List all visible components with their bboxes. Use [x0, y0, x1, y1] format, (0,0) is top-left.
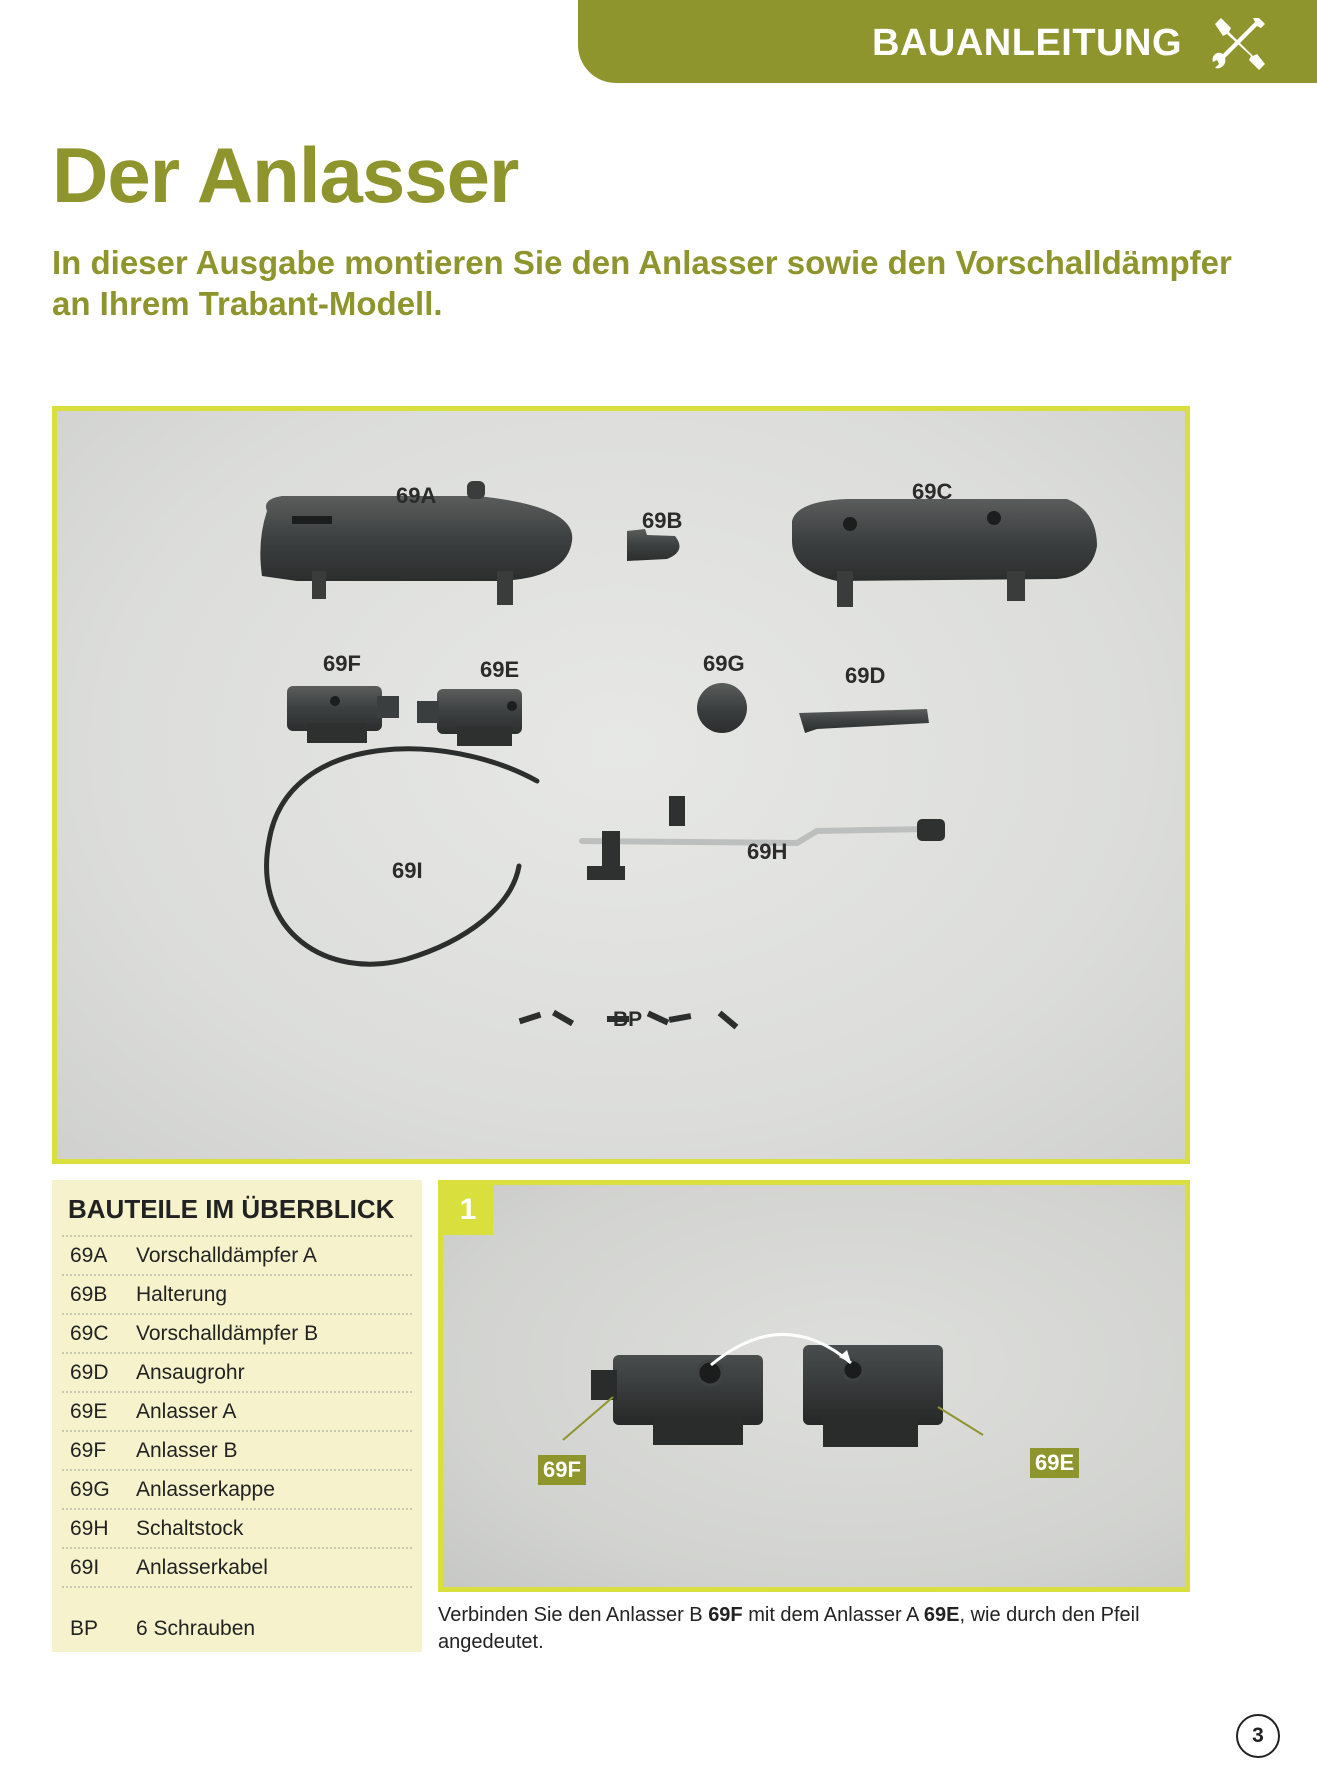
intro-text: In dieser Ausgabe montieren Sie den Anlasser sowie den Vorschalldämpfer an Ihrem Trabant-Modell. — [52, 244, 1232, 322]
part-name: Halterung — [136, 1282, 228, 1306]
legend-row — [62, 1352, 412, 1391]
part-label-69c: 69C — [912, 479, 953, 504]
step-number: 1 — [443, 1185, 493, 1235]
part-label-69b: 69B — [642, 508, 683, 533]
part-69i-cable — [267, 749, 537, 964]
legend-row — [62, 1430, 412, 1469]
parts-legend — [52, 1180, 422, 1652]
part-name: Anlasser A — [136, 1399, 237, 1423]
part-code: 69H — [70, 1516, 109, 1540]
part-name: Anlasser B — [136, 1438, 238, 1462]
legend-row — [62, 1313, 412, 1352]
step-1-photo — [438, 1180, 1190, 1592]
parts-overview-photo — [52, 406, 1190, 1164]
part-code: 69G — [70, 1477, 110, 1501]
part-label-69g: 69G — [703, 651, 745, 676]
part-label-69i: 69I — [392, 858, 423, 883]
part-name: 6 Schrauben — [136, 1617, 256, 1640]
step-caption — [438, 1602, 1178, 1656]
page-title: Der Anlasser — [52, 131, 519, 219]
caption-part-ref: 69F — [708, 1604, 743, 1626]
part-code: BP — [70, 1617, 99, 1640]
legend-row — [62, 1235, 412, 1274]
step-tag-69e: 69E — [1030, 1448, 1079, 1478]
legend-row — [62, 1547, 412, 1586]
parts-illustration — [57, 411, 1185, 1159]
step-illustration — [443, 1185, 1185, 1587]
part-name: Ansaugrohr — [136, 1360, 245, 1384]
part-69d-intake-pipe — [799, 709, 929, 733]
part-name: Anlasserkabel — [136, 1555, 268, 1579]
legend-row — [62, 1469, 412, 1508]
part-name: Schaltstock — [136, 1516, 244, 1540]
part-label-69d: 69D — [845, 663, 886, 688]
legend-list — [62, 1235, 412, 1652]
part-label-69h: 69H — [747, 839, 788, 864]
part-code: 69A — [70, 1243, 108, 1267]
part-name: Vorschalldämpfer A — [136, 1243, 317, 1267]
legend-title: BAUTEILE IM ÜBERBLICK — [68, 1194, 395, 1224]
part-code: 69E — [70, 1399, 108, 1423]
legend-row — [62, 1508, 412, 1547]
part-label-69a: 69A — [396, 483, 437, 508]
caption-text: , wie durch den Pfeil angedeutet. — [438, 1604, 1140, 1653]
caption-text: mit dem Anlasser A — [742, 1604, 924, 1626]
part-69f-starter — [287, 686, 399, 743]
legend-row — [62, 1391, 412, 1430]
tools-icon — [1209, 14, 1267, 72]
part-code: 69F — [70, 1438, 107, 1462]
section-header — [578, 0, 1317, 83]
caption-text: Verbinden Sie den Anlasser B — [438, 1604, 709, 1626]
part-69e-starter — [417, 689, 522, 746]
starter-b-piece — [591, 1355, 763, 1445]
caption-part-ref: 69E — [923, 1604, 960, 1626]
part-label-bp: BP — [613, 1008, 643, 1031]
legend-row — [62, 1586, 412, 1652]
step-tag-69f: 69F — [538, 1455, 586, 1485]
legend-row — [62, 1274, 412, 1313]
part-code: 69I — [70, 1555, 100, 1579]
part-69h-shift-rod — [582, 796, 945, 880]
part-code: 69B — [70, 1282, 108, 1306]
part-code: 69C — [70, 1321, 109, 1345]
part-label-69f: 69F — [323, 651, 361, 676]
page-number: 3 — [1236, 1714, 1280, 1758]
part-code: 69D — [70, 1360, 109, 1384]
part-label-69e: 69E — [480, 657, 520, 682]
starter-a-piece — [803, 1345, 943, 1447]
part-name: Anlasserkappe — [136, 1477, 275, 1501]
part-69c-muffler — [792, 499, 1097, 607]
part-name: Vorschalldämpfer B — [136, 1321, 319, 1345]
part-69g-cap — [697, 683, 747, 733]
section-label: BAUANLEITUNG — [872, 22, 1182, 64]
